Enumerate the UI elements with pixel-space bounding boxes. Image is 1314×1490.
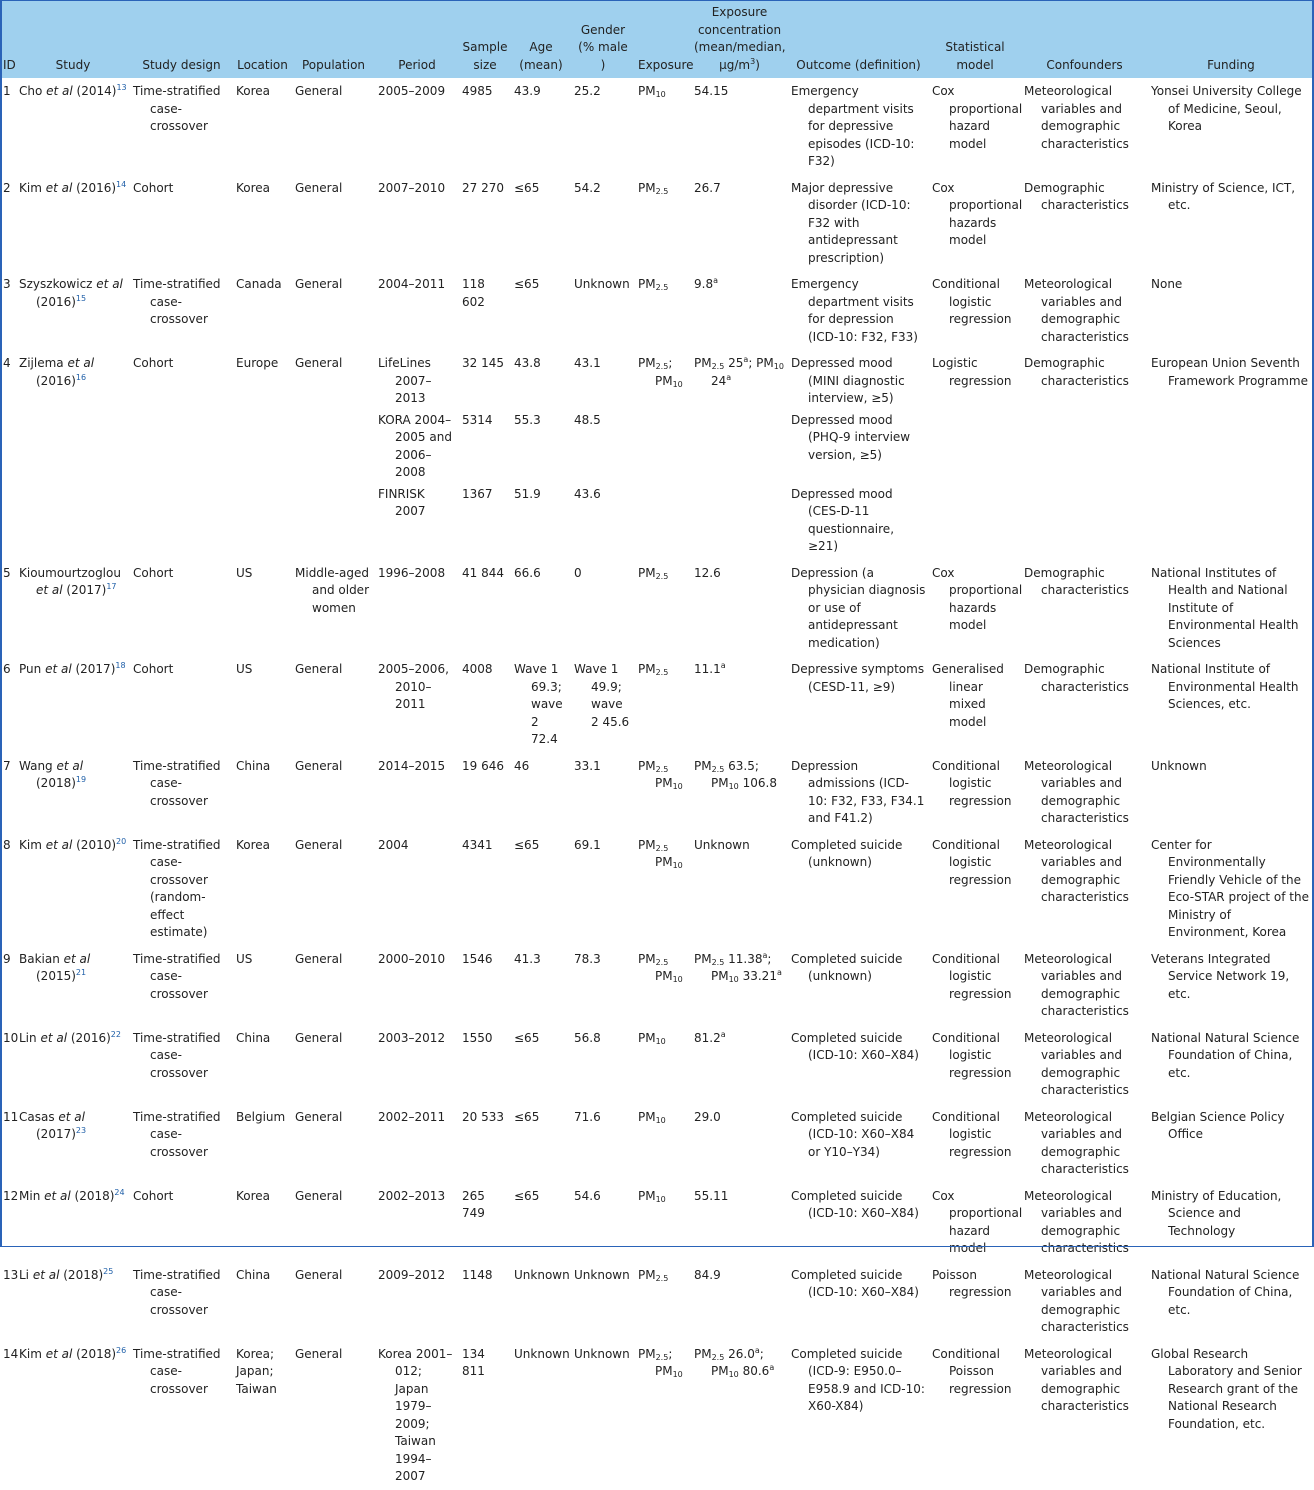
col-header-id: ID [3, 57, 16, 72]
cell-period: LifeLines 2007–2013 [375, 351, 459, 412]
cell-age: 66.6 [511, 560, 571, 657]
cell-funding: Ministry of Science, ICT, etc. [1148, 175, 1314, 272]
cell-statistical-model: Generalised linear mixed model [929, 657, 1021, 754]
cell-sample-size: 20 533 [459, 1104, 511, 1183]
cell-population: Middle-aged and older women [292, 560, 375, 657]
table-row [0, 1262, 1314, 1341]
cell-population [292, 412, 375, 486]
cell-confounders [1021, 486, 1148, 561]
cell-exposure: $PM_{2.5}$ [635, 560, 691, 657]
cell-location: Korea [233, 1183, 292, 1262]
table-row [0, 832, 1314, 946]
cell-exposure [635, 486, 691, 561]
cell-study [16, 486, 130, 561]
cell-age: Unknown [511, 1341, 571, 1490]
cell-exposure-concentration: 12.6 [691, 560, 788, 657]
table-subrow [0, 412, 1314, 486]
cell-age: ≤65 [511, 1104, 571, 1183]
cell-period: 2005–2009 [375, 79, 459, 176]
cell-population: General [292, 351, 375, 412]
cell-period: Korea 2001–012; Japan 1979–2009; Taiwan 1994–2007 [375, 1341, 459, 1490]
cell-confounders: Meteorological variables and demographic characteristics [1021, 79, 1148, 176]
table-row [0, 1341, 1314, 1490]
cell-gender: 43.1 [571, 351, 635, 412]
cell-gender: Unknown [571, 272, 635, 351]
cell-exposure [635, 412, 691, 486]
cell-location: Korea [233, 175, 292, 272]
cell-outcome: Completed suicide (ICD-9: E950.0–E958.9 and ICD-10: X60-X84) [788, 1341, 929, 1490]
cell-outcome: Depressed mood (PHQ-9 interview version, ≥5) [791, 412, 911, 462]
cell-sample-size: 1148 [459, 1262, 511, 1341]
cell-outcome: Depressive symptoms (CESD-11, ≥9) [788, 657, 929, 754]
cell-period: 2004–2011 [375, 272, 459, 351]
table-row [0, 79, 1314, 176]
cell-study-design: Time-stratified case-crossover [130, 1104, 233, 1183]
cell-population: General [292, 1104, 375, 1183]
cell-funding: Global Research Laboratory and Senior Research grant of the National Research Foundation, etc. [1148, 1341, 1314, 1490]
cell-id: 7 [0, 753, 16, 832]
cell-gender: 69.1 [571, 832, 635, 946]
cell-gender: 0 [571, 560, 635, 657]
cell-location: Europe [233, 351, 292, 412]
cell-population: General [292, 1025, 375, 1104]
cell-exposure: $PM_{2.5}$ [635, 272, 691, 351]
cell-exposure-concentration: 81.2$^a$ [691, 1025, 788, 1104]
cell-exposure: $PM_{2.5}$; $PM_{10}$ [635, 1341, 691, 1490]
cell-location: China [233, 1025, 292, 1104]
cell-confounders: Meteorological variables and demographic characteristics [1021, 272, 1148, 351]
cell-outcome: Completed suicide (ICD-10: X60–X84) [788, 1262, 929, 1341]
cell-study: Szyszkowicz et al (2016)$^{15}$ [16, 272, 130, 351]
cell-exposure-concentration: Unknown [691, 832, 788, 946]
cell-id: 1 [0, 79, 16, 176]
cell-study-design: Time-stratified case-crossover [130, 753, 233, 832]
col-header-statistical-model: Statistical model [945, 40, 1005, 72]
cell-gender: 43.6 [574, 486, 601, 501]
table-row [0, 946, 1314, 1025]
cell-funding: Center for Environmentally Friendly Vehicle of the Eco-STAR project of the Ministry of Environment, Korea [1148, 832, 1314, 946]
cell-location: Korea [233, 832, 292, 946]
cell-location: US [233, 657, 292, 754]
cell-sample-size: 265 749 [459, 1183, 511, 1262]
cell-gender: 71.6 [571, 1104, 635, 1183]
cell-id [0, 486, 16, 561]
cell-period: 2002–2013 [375, 1183, 459, 1262]
cell-study: Kim et al (2010)$^{20}$ [16, 832, 130, 946]
cell-period: 1996–2008 [375, 560, 459, 657]
cell-study: Kim et al (2016)$^{14}$ [16, 175, 130, 272]
cell-age: ≤65 [511, 175, 571, 272]
cell-id: 2 [0, 175, 16, 272]
cell-period: 2005–2006, 2010–2011 [375, 657, 459, 754]
cell-study: Lin et al (2016)$^{22}$ [16, 1025, 130, 1104]
cell-confounders: Meteorological variables and demographic characteristics [1021, 753, 1148, 832]
cell-outcome: Depression admissions (ICD-10: F32, F33, F34.1 and F41.2) [788, 753, 929, 832]
cell-age: 41.3 [511, 946, 571, 1025]
cell-study-design: Time-stratified case-crossover [130, 946, 233, 1025]
cell-population: General [292, 1183, 375, 1262]
cell-location: Korea; Japan; Taiwan [233, 1341, 292, 1490]
cell-sample-size: 1550 [459, 1025, 511, 1104]
cell-gender: 78.3 [571, 946, 635, 1025]
cell-statistical-model: Cox proportional hazard model [929, 79, 1021, 176]
cell-outcome: Depressed mood (CES-D-11 questionnaire, ≥21) [791, 486, 895, 553]
cell-age: 46 [511, 753, 571, 832]
cell-outcome: Completed suicide (unknown) [788, 946, 929, 1025]
cell-funding: National Natural Science Foundation of China, etc. [1148, 1262, 1314, 1341]
cell-study-design: Time-stratified case-crossover (random-effect estimate) [130, 832, 233, 946]
cell-statistical-model: Conditional logistic regression [929, 272, 1021, 351]
cell-statistical-model: Conditional logistic regression [929, 1104, 1021, 1183]
cell-id [0, 412, 16, 486]
cell-exposure: $PM_{10}$ [635, 1104, 691, 1183]
cell-exposure-concentration: $PM_{2.5}$ 26.0$^a$; $PM_{10}$ 80.6$^a$ [691, 1341, 788, 1490]
cell-location: Korea [233, 79, 292, 176]
cell-period: 2003–2012 [375, 1025, 459, 1104]
cell-confounders: Demographic characteristics [1021, 657, 1148, 754]
cell-id: 3 [0, 272, 16, 351]
cell-study-design: Cohort [130, 1183, 233, 1262]
cell-exposure-concentration: 84.9 [691, 1262, 788, 1341]
cell-sample-size: 118 602 [459, 272, 511, 351]
cell-exposure-concentration: 29.0 [691, 1104, 788, 1183]
cell-period: 2000–2010 [375, 946, 459, 1025]
col-header-population: Population [301, 57, 366, 72]
cell-outcome: Depression (a physician diagnosis or use of antidepressant medication) [788, 560, 929, 657]
cell-period: KORA 2004–2005 and 2006–2008 [378, 412, 452, 479]
cell-study-design: Time-stratified case-crossover [130, 272, 233, 351]
cell-exposure: $PM_{2.5}$ $PM_{10}$ [635, 753, 691, 832]
cell-exposure: $PM_{2.5}$ [635, 657, 691, 754]
table-row [0, 175, 1314, 272]
cell-age: ≤65 [511, 1025, 571, 1104]
cell-id: 10 [0, 1025, 16, 1104]
table-row [0, 1183, 1314, 1262]
cell-study: Kioumourtzoglou et al (2017)$^{17}$ [16, 560, 130, 657]
cell-location: China [233, 1262, 292, 1341]
cell-outcome: Completed suicide (unknown) [788, 832, 929, 946]
cell-exposure-concentration [691, 412, 788, 486]
cell-age: Wave 1 69.3; wave 2 72.4 [511, 657, 571, 754]
cell-statistical-model: Cox proportional hazards model [929, 175, 1021, 272]
cell-population: General [292, 1341, 375, 1490]
cell-statistical-model: Conditional logistic regression [929, 753, 1021, 832]
cell-study [16, 412, 130, 486]
cell-exposure-concentration: $PM_{2.5}$ 11.38$^a$; $PM_{10}$ 33.21$^a$ [691, 946, 788, 1025]
cell-exposure: $PM_{10}$ [635, 1025, 691, 1104]
col-header-study: Study [55, 57, 91, 72]
cell-id: 6 [0, 657, 16, 754]
cell-study-design: Cohort [130, 351, 233, 412]
col-header-confounders: Confounders [1046, 57, 1123, 72]
cell-exposure: $PM_{10}$ [635, 1183, 691, 1262]
cell-confounders: Meteorological variables and demographic characteristics [1021, 832, 1148, 946]
cell-outcome: Completed suicide (ICD-10: X60–X84) [788, 1183, 929, 1262]
cell-statistical-model: Conditional Poisson regression [929, 1341, 1021, 1490]
cell-location [233, 412, 292, 486]
col-header-funding: Funding [1207, 57, 1255, 72]
cell-funding: European Union Seventh Framework Programme [1148, 351, 1314, 412]
cell-population [292, 486, 375, 561]
cell-statistical-model [929, 412, 1021, 486]
cell-confounders: Demographic characteristics [1021, 351, 1148, 412]
table-row [0, 1025, 1314, 1104]
col-header-period: Period [398, 57, 436, 72]
cell-age: 51.9 [514, 486, 541, 501]
cell-study-design: Time-stratified case-crossover [130, 1262, 233, 1341]
cell-statistical-model: Conditional logistic regression [929, 832, 1021, 946]
cell-population: General [292, 832, 375, 946]
cell-exposure: $PM_{2.5}$ $PM_{10}$ [635, 832, 691, 946]
cell-population: General [292, 175, 375, 272]
cell-confounders [1021, 412, 1148, 486]
cell-sample-size: 5314 [462, 412, 493, 427]
table-row [0, 753, 1314, 832]
cell-funding: National Natural Science Foundation of China, etc. [1148, 1025, 1314, 1104]
cell-population: General [292, 272, 375, 351]
col-header-exposure: Exposure [638, 57, 694, 72]
cell-exposure: $PM_{10}$ [635, 79, 691, 176]
cell-study: Zijlema et al (2016)$^{16}$ [16, 351, 130, 412]
cell-funding: National Institute of Environmental Health Sciences, etc. [1148, 657, 1314, 754]
cell-outcome: Depressed mood (MINI diagnostic interview, ≥5) [788, 351, 929, 412]
cell-id: 12 [0, 1183, 16, 1262]
cell-statistical-model: Cox proportional hazard model [929, 1183, 1021, 1262]
cell-sample-size: 27 270 [459, 175, 511, 272]
cell-confounders: Demographic characteristics [1021, 560, 1148, 657]
cell-location: China [233, 753, 292, 832]
cell-study-design: Cohort [130, 657, 233, 754]
cell-funding [1148, 486, 1314, 561]
cell-study: Cho et al (2014)$^{13}$ [16, 79, 130, 176]
col-header-outcome: Outcome (definition) [796, 57, 921, 72]
cell-age: 55.3 [514, 412, 541, 427]
cell-gender: Wave 1 49.9; wave 2 45.6 [571, 657, 635, 754]
cell-confounders: Meteorological variables and demographic characteristics [1021, 1183, 1148, 1262]
col-header-study-design: Study design [142, 57, 221, 72]
cell-period: 2014–2015 [375, 753, 459, 832]
cell-exposure-concentration: 54.15 [691, 79, 788, 176]
cell-id: 13 [0, 1262, 16, 1341]
cell-study-design [130, 486, 233, 561]
cell-period: 2002–2011 [375, 1104, 459, 1183]
table-row [0, 1104, 1314, 1183]
table-row [0, 272, 1314, 351]
cell-population: General [292, 753, 375, 832]
col-header-location: Location [237, 57, 288, 72]
cell-study: Casas et al (2017)$^{23}$ [16, 1104, 130, 1183]
cell-confounders: Meteorological variables and demographic characteristics [1021, 1262, 1148, 1341]
cell-gender: 33.1 [571, 753, 635, 832]
cell-exposure-concentration: $PM_{2.5}$ 63.5; $PM_{10}$ 106.8 [691, 753, 788, 832]
cell-period: 2004 [375, 832, 459, 946]
cell-confounders: Meteorological variables and demographic characteristics [1021, 1025, 1148, 1104]
cell-sample-size: 4008 [459, 657, 511, 754]
cell-statistical-model: Logistic regression [929, 351, 1021, 412]
cell-study: Pun et al (2017)$^{18}$ [16, 657, 130, 754]
cell-location [233, 486, 292, 561]
cell-study: Wang et al (2018)$^{19}$ [16, 753, 130, 832]
table-subrow [0, 486, 1314, 561]
cell-gender: 48.5 [574, 412, 601, 427]
col-header-exposure-concentration: Exposure concentration (mean/median, $\mu g/m^3$) [694, 5, 786, 72]
cell-study-design: Time-stratified case-crossover [130, 79, 233, 176]
cell-age: Unknown [511, 1262, 571, 1341]
cell-confounders: Meteorological variables and demographic characteristics [1021, 1104, 1148, 1183]
cell-id: 8 [0, 832, 16, 946]
cell-exposure: $PM_{2.5}$ $PM_{10}$ [635, 946, 691, 1025]
table-row [0, 351, 1314, 412]
table-row [0, 560, 1314, 657]
cell-funding: Yonsei University College of Medicine, Seoul, Korea [1148, 79, 1314, 176]
cell-sample-size: 134 811 [459, 1341, 511, 1490]
cell-age: ≤65 [511, 832, 571, 946]
cell-population: General [292, 1262, 375, 1341]
cell-population: General [292, 657, 375, 754]
cell-exposure-concentration: 9.8$^a$ [691, 272, 788, 351]
cell-population: General [292, 79, 375, 176]
cell-outcome: Completed suicide (ICD-10: X60–X84 or Y10–Y34) [788, 1104, 929, 1183]
cell-exposure: $PM_{2.5}$ [635, 1262, 691, 1341]
cell-sample-size: 19 646 [459, 753, 511, 832]
cell-gender: Unknown [571, 1341, 635, 1490]
cell-exposure-concentration: $PM_{2.5}$ 25$^a$; $PM_{10}$ 24$^a$ [691, 351, 788, 412]
cell-location: US [233, 946, 292, 1025]
cell-funding: Ministry of Education, Science and Technology [1148, 1183, 1314, 1262]
cell-outcome: Emergency department visits for depression (ICD-10: F32, F33) [788, 272, 929, 351]
cell-exposure-concentration: 11.1$^a$ [691, 657, 788, 754]
cell-funding: National Institutes of Health and National Institute of Environmental Health Sciences [1148, 560, 1314, 657]
cell-statistical-model: Cox proportional hazards model [929, 560, 1021, 657]
cell-id: 5 [0, 560, 16, 657]
cell-population: General [292, 946, 375, 1025]
cell-confounders: Demographic characteristics [1021, 175, 1148, 272]
cell-period: 2007–2010 [375, 175, 459, 272]
table-header-row [0, 0, 1314, 79]
cell-outcome: Completed suicide (ICD-10: X60–X84) [788, 1025, 929, 1104]
cell-study-design [130, 412, 233, 486]
cell-outcome: Emergency department visits for depressive episodes (ICD-10: F32) [788, 79, 929, 176]
cell-sample-size: 4341 [459, 832, 511, 946]
cell-study: Bakian et al (2015)$^{21}$ [16, 946, 130, 1025]
col-header-age: Age (mean) [519, 40, 563, 72]
cell-location: Canada [233, 272, 292, 351]
table-body [0, 79, 1314, 1490]
cell-exposure-concentration [691, 486, 788, 561]
cell-sample-size: 41 844 [459, 560, 511, 657]
cell-gender: 54.6 [571, 1183, 635, 1262]
cell-funding: Belgian Science Policy Office [1148, 1104, 1314, 1183]
cell-age: 43.8 [511, 351, 571, 412]
cell-study: Li et al (2018)$^{25}$ [16, 1262, 130, 1341]
cell-gender: Unknown [571, 1262, 635, 1341]
cell-funding: None [1148, 272, 1314, 351]
cell-study: Kim et al (2018)$^{26}$ [16, 1341, 130, 1490]
cell-id: 14 [0, 1341, 16, 1490]
cell-statistical-model: Conditional logistic regression [929, 1025, 1021, 1104]
cell-id: 9 [0, 946, 16, 1025]
cell-exposure: $PM_{2.5}$ [635, 175, 691, 272]
cell-confounders: Meteorological variables and demographic characteristics [1021, 946, 1148, 1025]
cell-age: ≤65 [511, 1183, 571, 1262]
cell-sample-size: 1546 [459, 946, 511, 1025]
cell-period: 2009–2012 [375, 1262, 459, 1341]
cell-sample-size: 4985 [459, 79, 511, 176]
col-header-sample-size: Sample size [462, 40, 508, 72]
cell-statistical-model [929, 486, 1021, 561]
col-header-gender: Gender (% male ) [578, 22, 628, 72]
cell-age: ≤65 [511, 272, 571, 351]
cell-study-design: Time-stratified case-crossover [130, 1025, 233, 1104]
cell-funding: Unknown [1148, 753, 1314, 832]
cell-location: Belgium [233, 1104, 292, 1183]
cell-exposure: $PM_{2.5}$; $PM_{10}$ [635, 351, 691, 412]
cell-exposure-concentration: 26.7 [691, 175, 788, 272]
cell-confounders: Meteorological variables and demographic characteristics [1021, 1341, 1148, 1490]
cell-study-design: Time-stratified case-crossover [130, 1341, 233, 1490]
cell-funding: Veterans Integrated Service Network 19, etc. [1148, 946, 1314, 1025]
table-row [0, 657, 1314, 754]
cell-statistical-model: Poisson regression [929, 1262, 1021, 1341]
cell-age: 43.9 [511, 79, 571, 176]
cell-gender: 54.2 [571, 175, 635, 272]
cell-id: 11 [0, 1104, 16, 1183]
cell-study-design: Cohort [130, 560, 233, 657]
cell-study: Min et al (2018)$^{24}$ [16, 1183, 130, 1262]
cell-period: FINRISK 2007 [378, 486, 426, 518]
cell-statistical-model: Conditional logistic regression [929, 946, 1021, 1025]
cell-location: US [233, 560, 292, 657]
cell-sample-size: 32 145 [459, 351, 511, 412]
cell-sample-size: 1367 [462, 486, 493, 501]
cell-gender: 56.8 [571, 1025, 635, 1104]
cell-id: 4 [0, 351, 16, 412]
cell-outcome: Major depressive disorder (ICD-10: F32 with antidepressant prescription) [788, 175, 929, 272]
cell-exposure-concentration: 55.11 [691, 1183, 788, 1262]
cell-gender: 25.2 [571, 79, 635, 176]
cell-funding [1148, 412, 1314, 486]
cell-study-design: Cohort [130, 175, 233, 272]
